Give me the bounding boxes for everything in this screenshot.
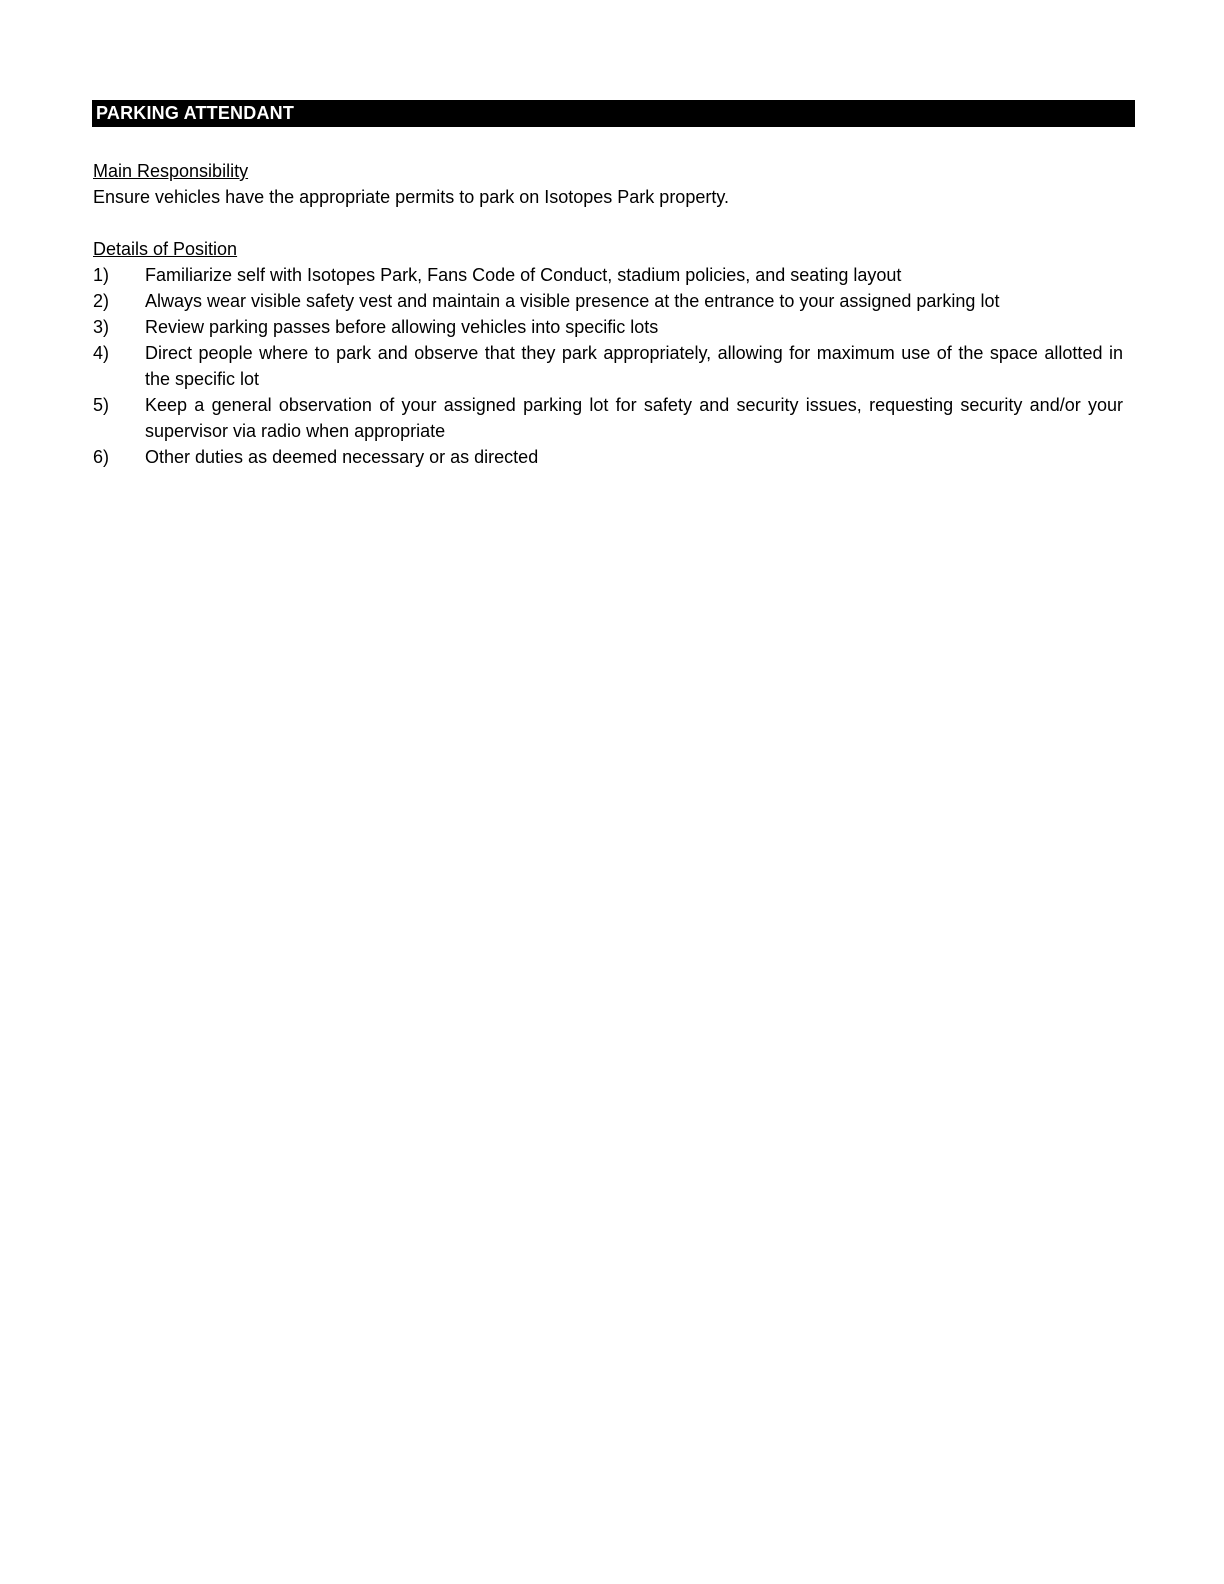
job-title: PARKING ATTENDANT: [96, 103, 295, 123]
document-content: [92, 158, 1123, 470]
list-item: [93, 262, 1123, 288]
item-number: 5): [93, 395, 110, 415]
list-item: [93, 392, 1123, 444]
details-of-position-heading: Details of Position: [93, 239, 238, 259]
job-title-bar: [92, 100, 1135, 127]
item-number: 2): [93, 291, 110, 311]
list-item: [93, 288, 1123, 314]
item-number: 3): [93, 317, 110, 337]
item-text: Always wear visible safety vest and maintain a visible presence at the entrance to your assigned parking lot: [145, 291, 1000, 311]
main-responsibility-heading: Main Responsibility: [93, 161, 249, 181]
item-text: Other duties as deemed necessary or as directed: [145, 447, 539, 467]
list-item: [93, 340, 1123, 392]
item-number: 6): [93, 447, 110, 467]
item-number: 1): [93, 265, 110, 285]
item-number: 4): [93, 343, 110, 363]
item-text: Review parking passes before allowing vehicles into specific lots: [145, 317, 659, 337]
item-text: Familiarize self with Isotopes Park, Fans Code of Conduct, stadium policies, and seating layout: [145, 265, 902, 285]
details-list: [93, 262, 1123, 470]
main-responsibility-body: Ensure vehicles have the appropriate permits to park on Isotopes Park property.: [93, 187, 730, 207]
list-item: [93, 444, 1123, 470]
item-text: Direct people where to park and observe that they park appropriately, allowing for maximum use of the space allotted in the specific lot: [145, 343, 1123, 389]
item-text: Keep a general observation of your assigned parking lot for safety and security issues, requesting security and/or your supervisor via radio when appropriate: [145, 395, 1123, 441]
list-item: [93, 314, 1123, 340]
